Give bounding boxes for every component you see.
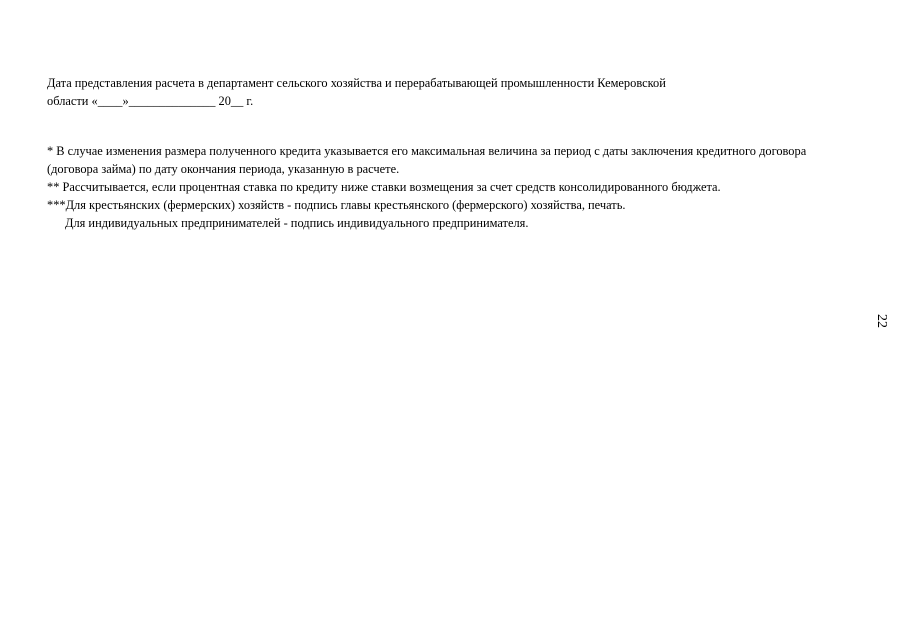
footnote-interest-rate: ** Рассчитывается, если процентная ставка по кредиту ниже ставки возмещения за счет средств консолидированного бюджета.: [47, 180, 721, 194]
page-number: 22: [874, 314, 889, 328]
footnote-farm-signature: ***Для крестьянских (фермерских) хозяйств - подпись главы крестьянского (фермерского) хозяйства, печать.: [47, 198, 626, 212]
footnote-entrepreneur-signature: Для индивидуальных предпринимателей - подпись индивидуального предпринимателя.: [65, 216, 529, 230]
submission-date-line-2: области «____»______________ 20__ г.: [47, 94, 254, 108]
footnote-credit-size: * В случае изменения размера полученного кредита указывается его максимальная величина за период с даты заключения кредитного договора (договора займа) по дату окончания периода, указанную в расчете.: [47, 144, 807, 176]
footnotes: [47, 142, 837, 232]
submission-date-block: [47, 74, 827, 110]
submission-date-line-1: Дата представления расчета в департамент сельского хозяйства и перерабатывающей промышленности Кемеровской: [47, 76, 666, 90]
